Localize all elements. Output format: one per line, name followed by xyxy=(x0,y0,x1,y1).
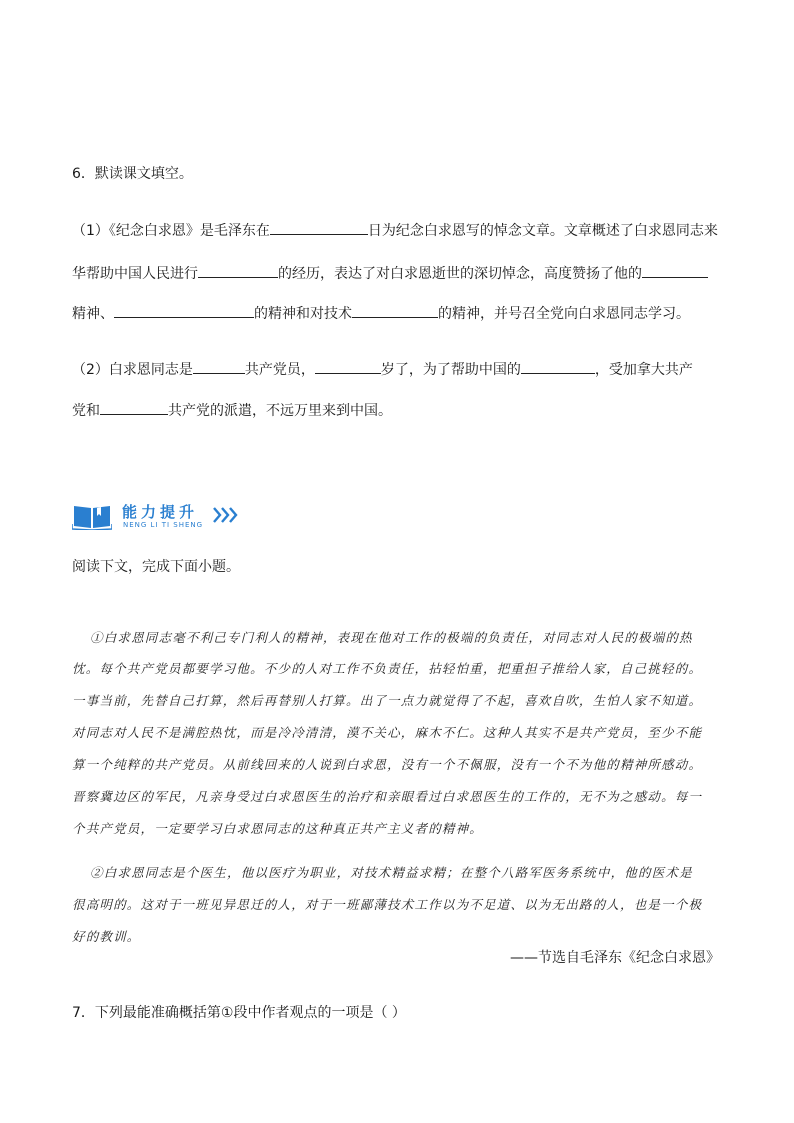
q6-part1-line1: （1）《纪念白求恩》是毛泽东在 日为纪念白求恩写的悼念文章。文章概述了白求恩同志来 xyxy=(72,219,718,240)
question-7-title: 7．下列最能准确概括第①段中作者观点的一项是（ ） xyxy=(72,1005,406,1021)
q6-part2-line1: （2）白求恩同志是 共产党员， 岁了，为了帮助中国的 ，受加拿大共产 xyxy=(72,358,693,379)
passage-line: 个共产党员，一定要学习白求恩同志的这种真正共产主义者的精神。 xyxy=(72,821,484,836)
question-6-title: 6．默读课文填空。 xyxy=(72,166,193,182)
passage-line: 很高明的。这对于一班见异思迁的人，对于一班鄙薄技术工作以为不足道、以为无出路的人，也是一个极 xyxy=(72,897,703,912)
passage-line: 晋察冀边区的军民，凡亲身受过白求恩医生的治疗和亲眼看过白求恩医生的工作的，无不为之感动。每一 xyxy=(72,789,703,804)
answer-blank[interactable] xyxy=(198,262,278,278)
answer-blank[interactable] xyxy=(352,302,438,318)
answer-blank[interactable] xyxy=(100,399,168,415)
passage-line: 好的教训。 xyxy=(72,929,141,944)
q6-part1-line2: 华帮助中国人民进行 的经历，表达了对白求恩逝世的深切悼念，高度赞扬了他的 xyxy=(72,262,708,283)
passage-line: 忱。每个共产党员都要学习他。不少的人对工作不负责任，拈轻怕重，把重担子推给人家，自己挑轻的。 xyxy=(72,661,703,676)
passage-source: ——节选自毛泽东《纪念白求恩》 xyxy=(510,950,720,966)
book-icon xyxy=(72,502,112,530)
q6-part1-line3: 精神、 的精神和对技术 的精神，并号召全党向白求恩同志学习。 xyxy=(72,302,690,323)
section-banner xyxy=(72,500,252,534)
chevron-right-icon xyxy=(212,505,240,525)
answer-blank[interactable] xyxy=(315,358,381,374)
passage-line: 对同志对人民不是满腔热忱，而是冷冷清清，漠不关心，麻木不仁。这种人其实不是共产党员，至少不能 xyxy=(72,725,703,740)
passage-line: ②白求恩同志是个医生，他以医疗为职业，对技术精益求精；在整个八路军医务系统中，他的医术是 xyxy=(90,865,693,880)
passage-line: ①白求恩同志毫不利己专门利人的精神，表现在他对工作的极端的负责任，对同志对人民的极端的热 xyxy=(90,630,693,645)
passage-line: 算一个纯粹的共产党员。从前线回来的人说到白求恩，没有一个不佩服，没有一个不为他的精神所感动。 xyxy=(72,757,703,772)
answer-blank[interactable] xyxy=(642,262,708,278)
answer-blank[interactable] xyxy=(270,219,368,235)
passage-line: 一事当前，先替自己打算，然后再替别人打算。出了一点力就觉得了不起，喜欢自吹，生怕人家不知道。 xyxy=(72,693,703,708)
answer-blank[interactable] xyxy=(114,302,254,318)
reading-instruction: 阅读下文，完成下面小题。 xyxy=(72,559,240,575)
answer-blank[interactable] xyxy=(193,358,245,374)
answer-blank[interactable] xyxy=(521,358,595,374)
section-title: 能力提升 xyxy=(122,503,199,521)
q6-part2-line2: 党和 共产党的派遣，不远万里来到中国。 xyxy=(72,399,392,420)
section-subtitle: NENG LI TI SHENG xyxy=(123,521,204,529)
